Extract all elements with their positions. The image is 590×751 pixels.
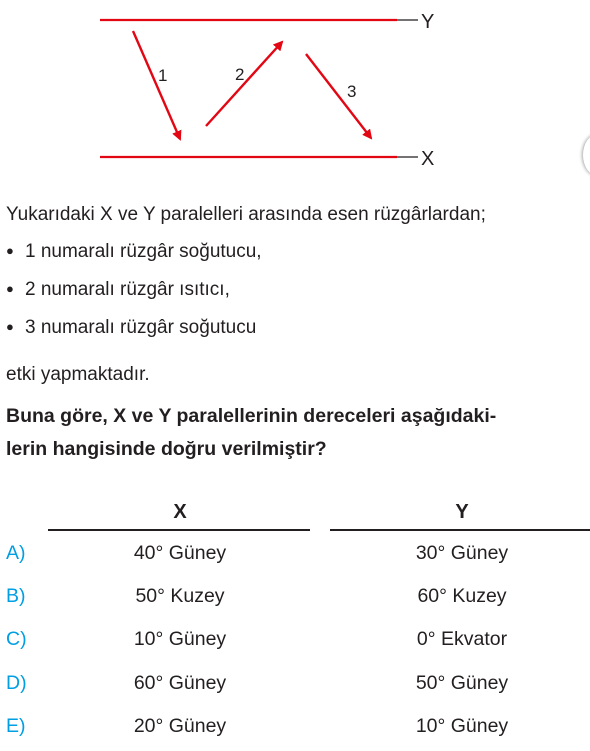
option-x-value: 40° Güney xyxy=(133,542,227,564)
option-letter: D) xyxy=(6,672,27,694)
option-letter: A) xyxy=(6,542,26,564)
wind-3-label: 3 xyxy=(347,82,357,101)
bullet-text: 3 numaralı rüzgâr soğutucu xyxy=(25,317,257,338)
answer-option-a[interactable] xyxy=(0,542,590,572)
question-text xyxy=(6,400,496,466)
answer-option-b[interactable] xyxy=(0,585,590,615)
option-x-value: 60° Güney xyxy=(133,672,227,694)
closing-text: etki yapmaktadır. xyxy=(6,364,150,385)
wind-3-arrow xyxy=(306,54,371,138)
intro-text: Yukarıdaki X ve Y paralelleri arasında esen rüzgârlardan; xyxy=(6,204,486,225)
bullet-item xyxy=(6,239,262,264)
option-y-value: 60° Kuzey xyxy=(417,585,507,607)
column-x-rule xyxy=(48,529,310,531)
bullet-dot-icon: ● xyxy=(6,243,14,258)
wind-diagram xyxy=(0,0,590,175)
option-letter: E) xyxy=(6,715,26,737)
bullet-dot-icon: ● xyxy=(6,319,14,334)
wind-2-label: 2 xyxy=(235,65,245,84)
option-letter: C) xyxy=(6,628,27,650)
answer-option-e[interactable] xyxy=(0,715,590,745)
wind-1-label: 1 xyxy=(158,66,168,85)
option-x-value: 20° Güney xyxy=(133,715,227,737)
bullet-dot-icon: ● xyxy=(6,281,14,296)
answer-option-d[interactable] xyxy=(0,672,590,702)
parallel-y-label: Y xyxy=(421,11,435,33)
wind-1-arrow xyxy=(133,31,180,139)
answer-option-c[interactable] xyxy=(0,628,590,658)
bullet-item xyxy=(6,315,256,340)
option-y-value: 10° Güney xyxy=(415,715,509,737)
option-x-value: 50° Kuzey xyxy=(135,585,225,607)
option-letter: B) xyxy=(6,585,26,607)
option-y-value: 0° Ekvator xyxy=(416,628,508,650)
column-y-rule xyxy=(330,529,590,531)
bullet-item xyxy=(6,277,230,302)
question-line: lerin hangisinde doğru verilmiştir? xyxy=(6,438,327,460)
option-y-value: 30° Güney xyxy=(415,542,509,564)
option-x-value: 10° Güney xyxy=(133,628,227,650)
column-header-x: X xyxy=(173,501,187,523)
bullet-text: 2 numaralı rüzgâr ısıtıcı, xyxy=(25,279,230,300)
parallel-x-label: X xyxy=(421,148,435,170)
column-header-y: Y xyxy=(455,501,469,523)
question-line: Buna göre, X ve Y paralellerinin dereceleri aşağıdaki- xyxy=(6,405,497,427)
wind-2-arrow xyxy=(206,42,282,126)
option-y-value: 50° Güney xyxy=(415,672,509,694)
bullet-text: 1 numaralı rüzgâr soğutucu, xyxy=(25,241,262,262)
